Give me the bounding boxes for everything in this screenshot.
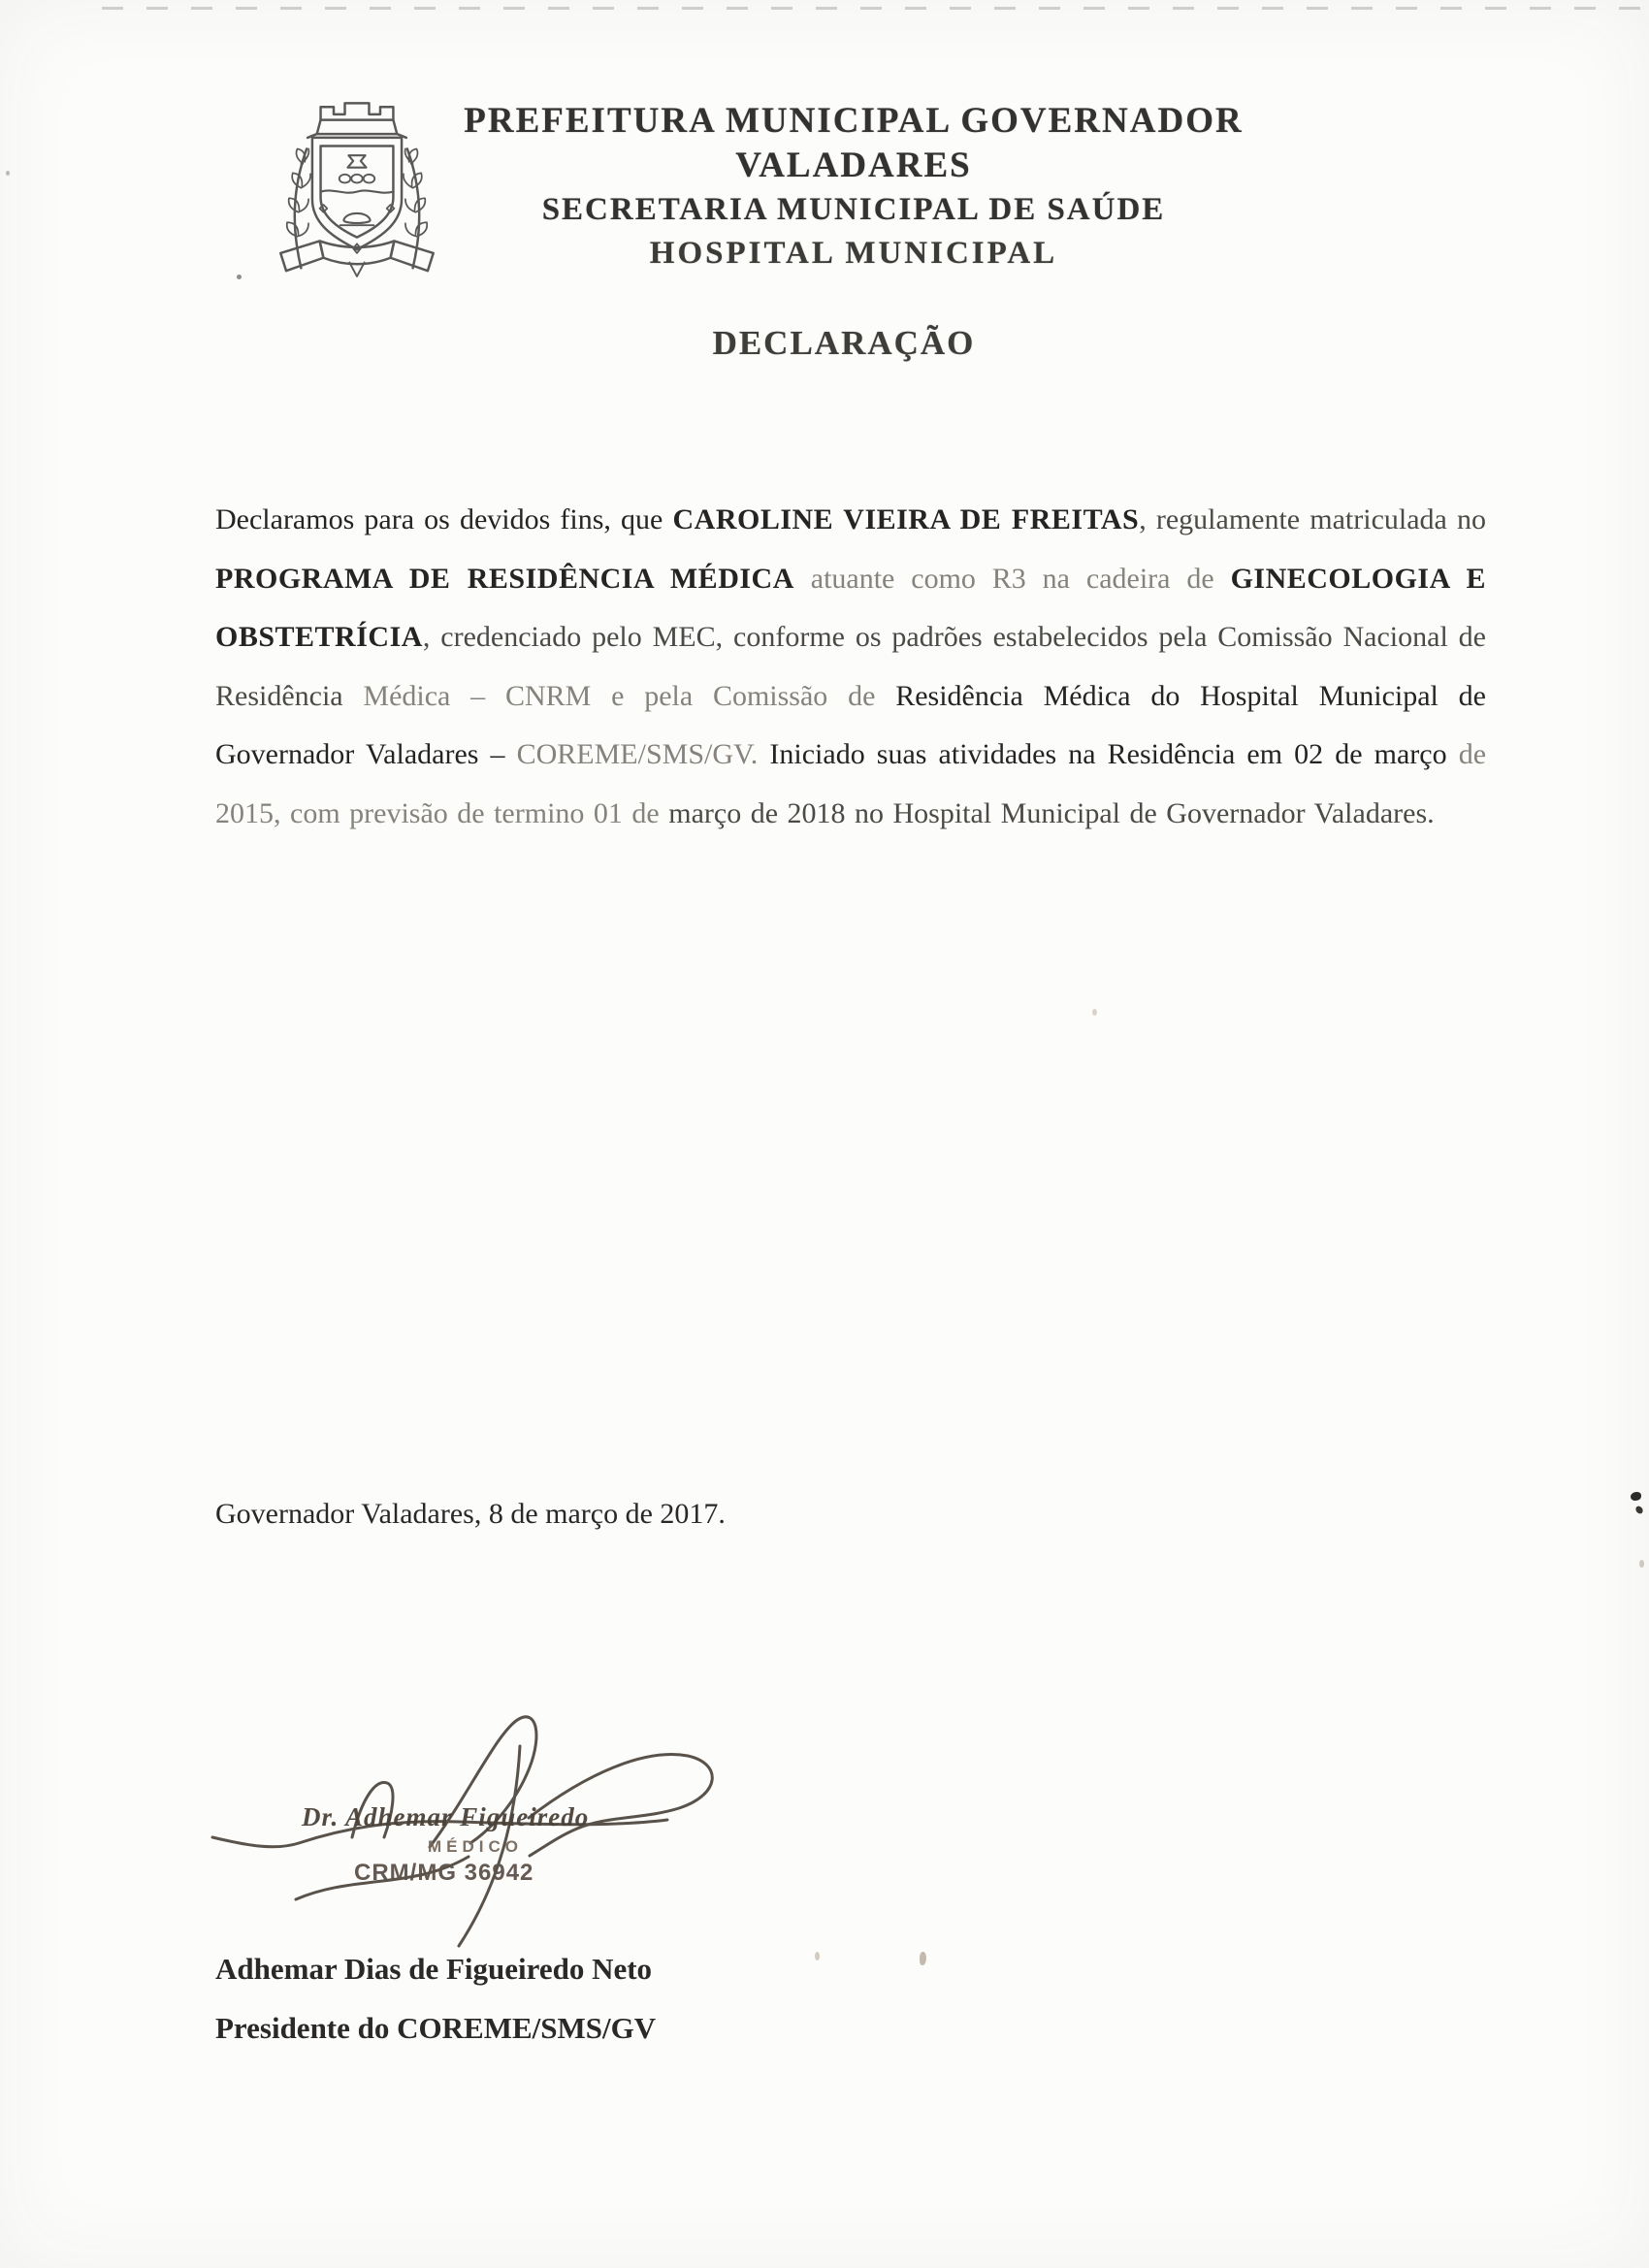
body-text-run: , regulamente matriculada no: [1139, 503, 1486, 535]
signatory-name: Adhemar Dias de Figueiredo Neto: [215, 1952, 653, 1986]
ink-speckle: [6, 171, 10, 176]
ink-speckle: [1631, 1492, 1641, 1501]
stamp-doctor-name: Dr. Adhemar Figueiredo: [302, 1802, 590, 1831]
scan-edge-artifact: [102, 7, 1644, 10]
org-name-line1: PREFEITURA MUNICIPAL GOVERNADOR VALADARES: [464, 101, 1244, 185]
body-text-run: atuante como R3 na cadeira de: [793, 562, 1231, 595]
ink-speckle: [1639, 1560, 1644, 1568]
body-text-run: Residência Médica do Hospital Municipal de Governador Valadares –: [215, 679, 1486, 770]
stamp-crm-number: CRM/MG 36942: [354, 1860, 534, 1886]
place-date-line: Governador Valadares, 8 de março de 2017.: [215, 1498, 726, 1530]
org-name-line3: HOSPITAL MUNICIPAL: [649, 236, 1058, 271]
body-text-run: , credenciado pelo MEC, conforme os padrões estabelecidos pela Comissão Nacional de Residência: [215, 621, 1486, 712]
body-text-run: PROGRAMA DE RESIDÊNCIA MÉDICA: [215, 562, 794, 595]
document-title: DECLARAÇÃO: [712, 324, 976, 362]
body-text-run: Iniciado suas atividades na Residência em 02 de março: [769, 738, 1459, 770]
body-text-run: GINECOLOGIA E OBSTETRÍCIA: [215, 562, 1487, 653]
signatory-block: [215, 1948, 656, 2050]
declaration-paragraph: [215, 491, 1486, 843]
body-text-run: de 2015, com previsão de termino 01 de: [215, 738, 1487, 829]
ink-speckle: [1092, 1009, 1097, 1016]
ink-speckle: [920, 1952, 926, 1965]
stamp-title: MÉDICO: [428, 1837, 523, 1856]
ink-speckle: [1634, 1506, 1644, 1515]
body-text-run: Médica – CNRM e pela Comissão de: [363, 679, 896, 712]
signature-block: [207, 1690, 808, 1971]
body-text-run: março de 2018 no Hospital Municipal de Governador Valadares.: [668, 796, 1435, 829]
letterhead: [407, 99, 1300, 275]
ink-speckle: [815, 1952, 820, 1960]
body-text-run: Declaramos para os devidos fins, que: [215, 503, 673, 535]
body-text-run: CAROLINE VIEIRA DE FREITAS: [672, 503, 1140, 535]
body-text-run: COREME/SMS/GV.: [516, 738, 770, 770]
ink-speckle: [237, 275, 242, 279]
signatory-role: Presidente do COREME/SMS/GV: [215, 2011, 657, 2045]
org-name-line2: SECRETARIA MUNICIPAL DE SAÚDE: [541, 192, 1166, 227]
